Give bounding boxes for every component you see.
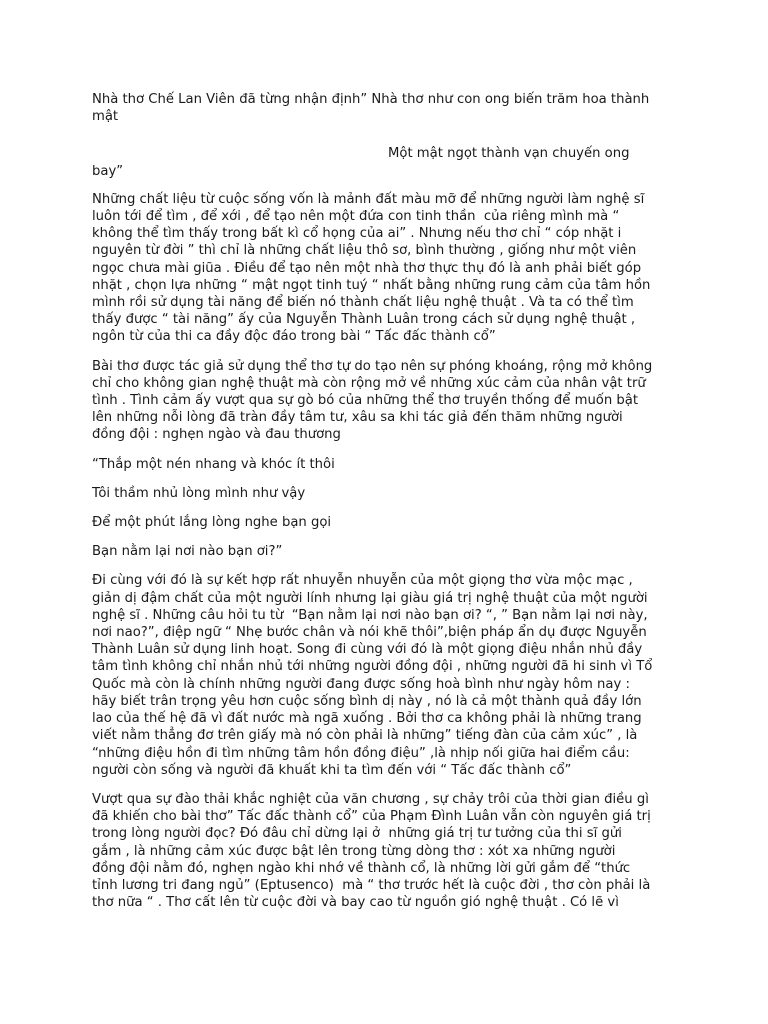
- text-line: “Thắp một nén nhang và khóc ít thôi: [92, 456, 335, 472]
- text-line: đồng đội : nghẹn ngào và đau thương: [92, 427, 341, 443]
- text-line: Vượt qua sự đào thải khắc nghiệt của văn chương , sự chảy trôi của thời gian điều gì: [92, 791, 649, 807]
- text-line: Bài thơ được tác giả sử dụng thể thơ tự do tạo nên sự phóng khoáng, rộng mở không: [92, 358, 653, 374]
- text-line: “những điệu hồn đi tìm những tâm hồn đồng điệu” ,là nhịp nối giữa hai điểm cầu:: [92, 745, 630, 761]
- paragraph-verse-continuation: [92, 145, 692, 179]
- text-line: Bạn nằm lại nơi nào bạn ơi?”: [92, 544, 283, 560]
- paragraph-body-3: [92, 572, 692, 778]
- text-line: lên những nỗi lòng đã tràn đầy tâm tư, xâu sa khi tác giả đến thăm những người: [92, 410, 623, 426]
- text-line: Một mật ngọt thành vạn chuyến ong: [388, 146, 630, 162]
- text-line: bay”: [92, 163, 124, 179]
- text-line: Tôi thầm nhủ lòng mình như vậy: [92, 485, 306, 501]
- text-line: nghệ sĩ . Những câu hỏi tu từ “Bạn nằm lại nơi nào bạn ơi? “, ” Bạn nằm lại nơi này,: [92, 607, 648, 623]
- text-line: Những chất liệu từ cuộc sống vốn là mảnh đất màu mỡ để những người làm nghệ sĩ: [92, 191, 645, 207]
- text-line: viết nằm thẳng đơ trên giấy mà nó còn phải là những” tiếng đàn của cảm xúc” , là: [92, 728, 638, 744]
- paragraph-body-1: [92, 191, 692, 346]
- paragraph-body-4: [92, 791, 692, 911]
- text-line: luôn tới để tìm , để xới , để tạo nên một đứa con tinh thần của riêng mình mà “: [92, 209, 620, 225]
- text-line: lao của thế hệ đã vì đất nước mà ngã xuống . Bởi thơ ca không phải là những trang: [92, 711, 642, 727]
- text-line: tỉnh lương tri đang ngủ” (Eptusenco) mà “ thơ trước hết là cuộc đời , thơ còn phải là: [92, 877, 651, 893]
- text-line: người còn sống và người đã khuất khi ta tìm đến với “ Tấc đấc thành cổ”: [92, 762, 572, 778]
- text-line: tâm tình không chỉ nhắn nhủ tới những người đồng đội , những người đã hi sinh vì Tổ: [92, 659, 653, 675]
- poem-line: [92, 543, 692, 560]
- text-line: nơi nao?”, điệp ngữ “ Nhẹ bước chân và nói khẽ thôi”,biện pháp ẩn dụ được Nguyễn: [92, 625, 647, 641]
- text-line: trong lòng người đọc? Đó đâu chỉ dừng lại ở những giá trị tư tưởng của thi sĩ gửi: [92, 826, 622, 842]
- text-line: đồng đội nằm đó, nghẹn ngào khi nhớ về thành cổ, là những lời gửi gắm để “thức: [92, 860, 631, 876]
- text-line: Quốc mà còn là chính những người đang được sống hoà bình như ngày hôm nay :: [92, 676, 630, 692]
- text-line: ngọc chưa mài giũa . Điều để tạo nên một nhà thơ thực thụ đó là anh phải biết góp: [92, 260, 642, 276]
- text-line: tình . Tình cảm ấy vượt qua sự gò bó của những thể thơ truyền thống để muốn bật: [92, 393, 639, 409]
- text-line: giản dị đậm chất của một người lính nhưng lại giàu giá trị nghệ thuật của một người: [92, 590, 648, 606]
- poem-line: [92, 456, 692, 473]
- paragraph-intro-quote: [92, 91, 692, 125]
- poem-line: [92, 485, 692, 502]
- paragraph-body-2: [92, 358, 692, 444]
- text-line: không thể tìm thấy trong bất kì cổ họng của ai” . Nhưng nếu thơ chỉ “ cóp nhặt i: [92, 226, 622, 242]
- text-line: thơ nữa “ . Thơ cất lên từ cuộc đời và bay cao từ nguồn gió nghệ thuật . Có lẽ vì: [92, 895, 619, 911]
- text-line: ngôn từ của thi ca đầy độc đáo trong bài “ Tấc đấc thành cổ”: [92, 329, 496, 345]
- document-body: [92, 91, 692, 911]
- text-line: nguyên từ đời ” thì chỉ là những chất liệu thô sơ, bình thường , giống như một viên: [92, 243, 637, 259]
- text-line: hãy biết trân trọng yêu hơn cuộc sống bình dị này , nó là cả một thành quả đầy lớn: [92, 693, 642, 709]
- text-line: gắm , là những cảm xúc được bật lên trong từng dòng thơ : xót xa những người: [92, 843, 616, 859]
- text-line: Để một phút lắng lòng nghe bạn gọi: [92, 515, 332, 531]
- text-line: Đi cùng với đó là sự kết hợp rất nhuyễn nhuyễn của một giọng thơ vừa mộc mạc ,: [92, 573, 633, 589]
- text-line: nhặt , chọn lựa những “ mật ngọt tinh tuý “ nhất bằng những rung cảm của tâm hồn: [92, 277, 651, 293]
- poem-line: [92, 514, 692, 531]
- text-line: chỉ cho không gian nghệ thuật mà còn rộng mở về những xúc cảm của nhân vật trữ: [92, 375, 646, 391]
- text-line: mình rồi sử dụng tài năng để biến nó thành chất liệu nghệ thuật . Và ta có thể tìm: [92, 295, 634, 311]
- text-line: mật: [92, 109, 119, 125]
- text-line: Thành Luân sử dụng linh hoạt. Song đi cùng với đó là một giọng điệu nhắn nhủ đầy: [92, 642, 643, 658]
- text-line: Nhà thơ Chế Lan Viên đã từng nhận định” Nhà thơ như con ong biến trăm hoa thành: [92, 92, 650, 107]
- text-line: đã khiến cho bài thơ” Tấc đấc thành cổ” của Phạm Đình Luân vẫn còn nguyên giá trị: [92, 809, 651, 825]
- text-line: thấy được “ tài năng” ấy của Nguyễn Thành Luân trong cách sử dụng nghệ thuật ,: [92, 312, 636, 328]
